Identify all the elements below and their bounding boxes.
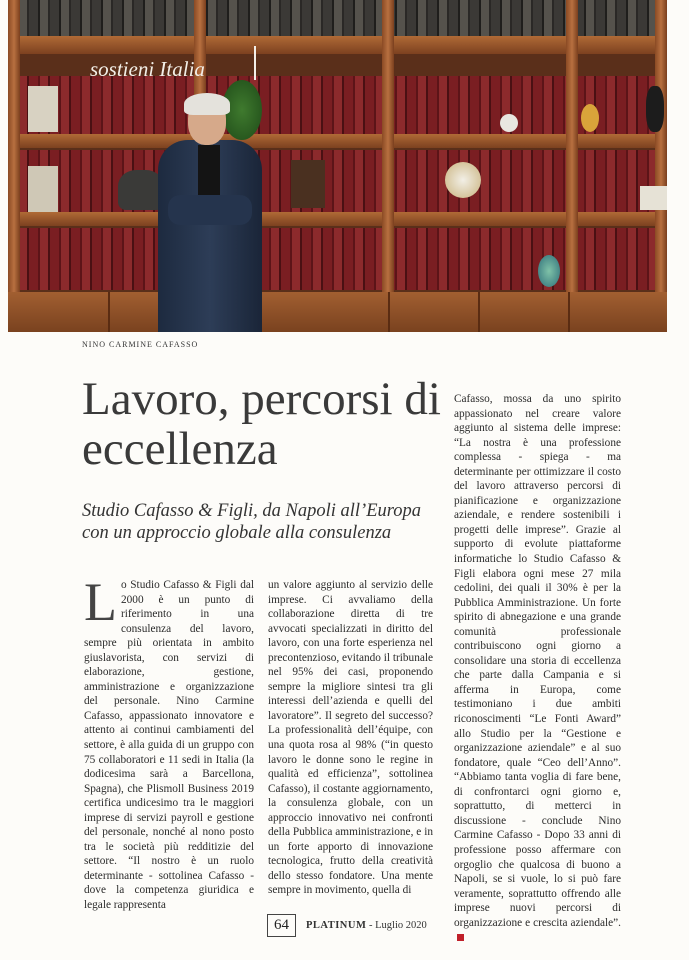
cabinet <box>8 292 667 332</box>
page-number: 64 <box>267 914 296 937</box>
shelf-upright <box>382 0 394 300</box>
article-column-3 <box>454 392 621 945</box>
framed-picture <box>28 86 58 132</box>
column-text: o Studio Cafasso & Figli dal 2000 è un punto di riferimento in una consulenza del lavoro, sempre più orientata in ambito giuslavorista, con servizi di elaborazione, gestione, amministrazione e organizzazione del personale. Nino Carmine Cafasso, appassionato innovatore e attento ai continui cambiamenti del settore, è alla guida di un gruppo con 75 collaboratori e 11 sedi in Italia (la dodicesima sarà a Barcellona, Spagna), che Plismoll Business 2019 certifica undicesimo tra le maggiori imprese di servizi payroll e gestione del personale, nonché al nono posto tra le società più redditizie del settore. “Il nostro è un ruolo determinante - sottolinea Cafasso - dove la competenza giuridica e legale rappresenta <box>84 579 254 912</box>
end-mark-icon <box>457 934 464 941</box>
column-text: un valore aggiunto al servizio delle imprese. Ci avvaliamo della collaborazione diretta di tre avvocati specializzati in diritto del lavoro, con una forte esperienza nel precontenzioso, evitando il tribunale nel 95% dei casi, proponendo sempre la migliore sintesi tra gli interessi dell’azienda e quelli del lavoratore”. Il segreto del successo? La professionalità dell’équipe, con una quota rosa al 98% (“in questo lavoro le donne sono le regine in qualità ed efficienza”, sottolinea Cafasso), il costante aggiornamento, la consulenza globale, con un approccio innovativo nei confronti della Pubblica amministrazione, e in un forte apporto di innovazione tecnologica, frutto della creatività dello stesso fondatore. Una mente sempre in movimento, quella di <box>268 579 434 897</box>
ornament <box>581 104 599 132</box>
clock <box>291 160 325 208</box>
ornament <box>646 86 664 132</box>
photo-credit: NINO CARMINE CAFASSO <box>82 340 199 349</box>
article-column-2 <box>268 578 433 898</box>
section-label: sostieni Italia <box>90 57 205 81</box>
shelf-upright <box>8 0 20 300</box>
section-rule <box>254 46 256 80</box>
framed-picture <box>28 166 58 212</box>
decorative-egg <box>538 255 560 287</box>
framed-picture <box>640 186 667 210</box>
ornament <box>500 114 518 132</box>
article-column-1 <box>84 572 254 913</box>
magazine-issue: - Luglio 2020 <box>366 919 427 931</box>
article-title: Lavoro, percorsi di eccellenza <box>82 373 441 475</box>
decorative-plate <box>445 162 481 198</box>
drop-cap: L <box>84 572 117 632</box>
hero-photo <box>8 0 667 332</box>
magazine-info <box>306 920 427 931</box>
page-footer <box>267 912 427 938</box>
shelf-upright <box>655 0 667 300</box>
article-subtitle: Studio Cafasso & Figli, da Napoli all’Europa con un approccio globale alla consulenza <box>82 501 422 543</box>
shelf-upright <box>566 0 578 300</box>
column-text: Cafasso, mossa da uno spirito appassionato nel creare valore aggiunto al sistema delle imprese: “La nostra è una professione complessa - spiega - ma determinante per ottimizzare il costo del lavoro attraverso percorsi di pianificazione e organizzazione aziendale, e rendere sostenibili i progetti delle imprese”. Grazie al supporto di evolute piattaforme informatiche lo Studio Cafasso & Figli elabora ogni mese 27 mila cedolini, dei quali il 30% è per la Pubblica Amministrazione. Un forte spirito di abnegazione e una grande comunità professionale contribuiscono ogni giorno a consolidare una storia di eccellenza che parte dalla Campania e si afferma in Europa, come testimoniano i due ambiti riconoscimenti “Le Fonti Award” allo Studio per la “Gestione e organizzazione aziendale” e al suo fondatore, quale “Ceo dell’Anno”. “Abbiamo tanta voglia di fare bene, di confrontarci ogni giorno e, soprattutto, di metterci in discussione - conclude Nino Carmine Cafasso - Dopo 33 anni di professione posso affermare con orgoglio che qualcosa di buono a Napoli, se si vuole, lo si può fare veramente, soprattutto offrendo alle imprese nuovi percorsi di organizzazione e crescita aziendale”. <box>454 392 621 945</box>
magazine-name: PLATINUM <box>306 919 367 931</box>
